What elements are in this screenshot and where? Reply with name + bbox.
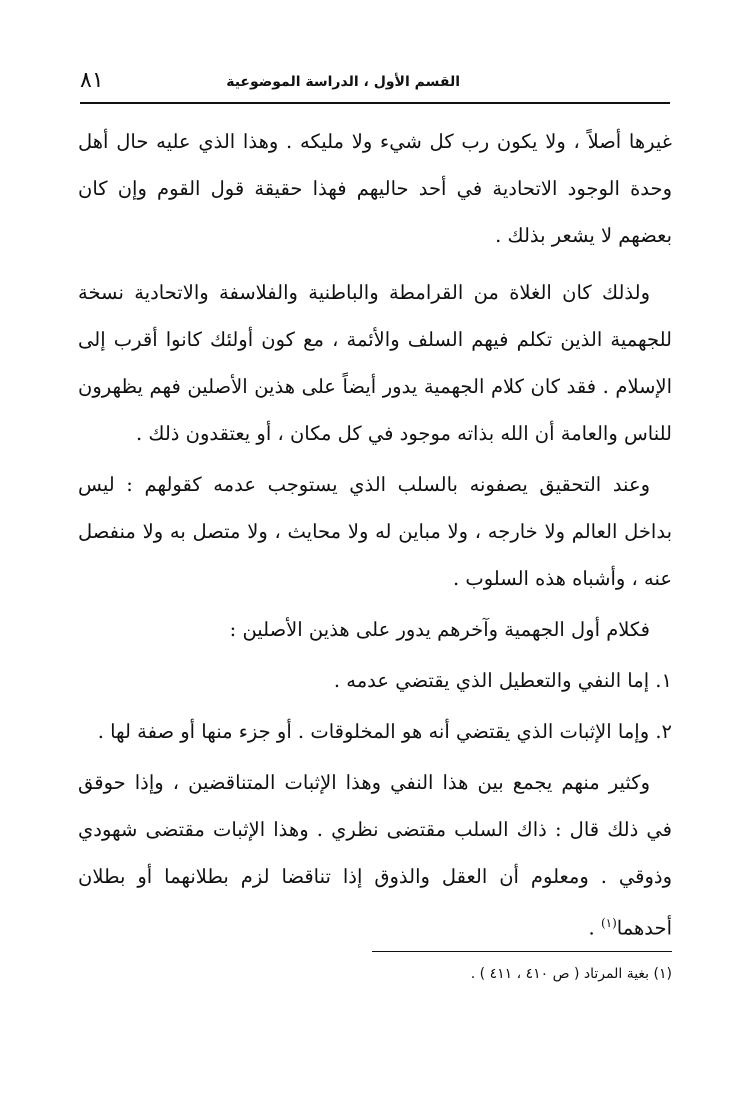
footnote: (١) بغية المرتاد ( ص ٤١٠ ، ٤١١ ) . [470,966,672,982]
paragraph-4: فكلام أول الجهمية وآخرهم يدور على هذين الأصلين : [229,618,650,641]
footnote-reference: (١) [600,916,617,930]
paragraph-5 [78,759,672,952]
page-header [80,68,670,100]
list-item-1: ١. إما النفي والتعطيل الذي يقتضي عدمه . [333,669,672,692]
paragraph-3: وعند التحقيق يصفونه بالسلب الذي يستوجب عدمه كقولهم : ليس بداخل العالم ولا خارجه ، ولا مباين له ولا محايث ، ولا متصل به ولا منفصل عنه ، وأشباه هذه السلوب . [78,473,672,590]
main-text [78,118,672,952]
paragraph-1: غيرها أصلاً ، ولا يكون رب كل شيء ولا مليكه . وهذا الذي عليه حال أهل وحدة الوجود الاتحادية في أحد حاليهم فهذا حقيقة قول القوم وإن كان بعضهم لا يشعر بذلك . [78,130,672,247]
running-title: القسم الأول ، الدراسة الموضوعية [226,74,460,90]
paragraph-5-text: وكثير منهم يجمع بين هذا النفي وهذا الإثبات المتناقضين ، وإذا حوقق في ذلك قال : ذاك السلب مقتضى نظري . وهذا الإثبات مقتضى شهودي وذوقي . ومعلوم أن العقل والذوق إذا تناقضا لزم بطلانهما أو بطلان أحدهما [78,771,672,940]
page-number: ٨١ [80,68,104,93]
list-item-2: ٢. وإما الإثبات الذي يقتضي أنه هو المخلوقات . أو جزء منها أو صفة لها . [97,720,672,743]
paragraph-5-end: . [588,916,601,940]
footnote-rule [372,951,672,952]
header-rule [80,102,670,104]
paragraph-2: ولذلك كان الغلاة من القرامطة والباطنية والفلاسفة والاتحادية نسخة للجهمية الذين تكلم فيهم السلف والأئمة ، مع كون أولئك كانوا أقرب إلى الإسلام . فقد كان كلام الجهمية يدور أيضاً على هذين الأصلين فهم يظهرون للناس والعامة أن الله بذاته موجود في كل مكان ، أو يعتقدون ذلك . [78,281,672,445]
